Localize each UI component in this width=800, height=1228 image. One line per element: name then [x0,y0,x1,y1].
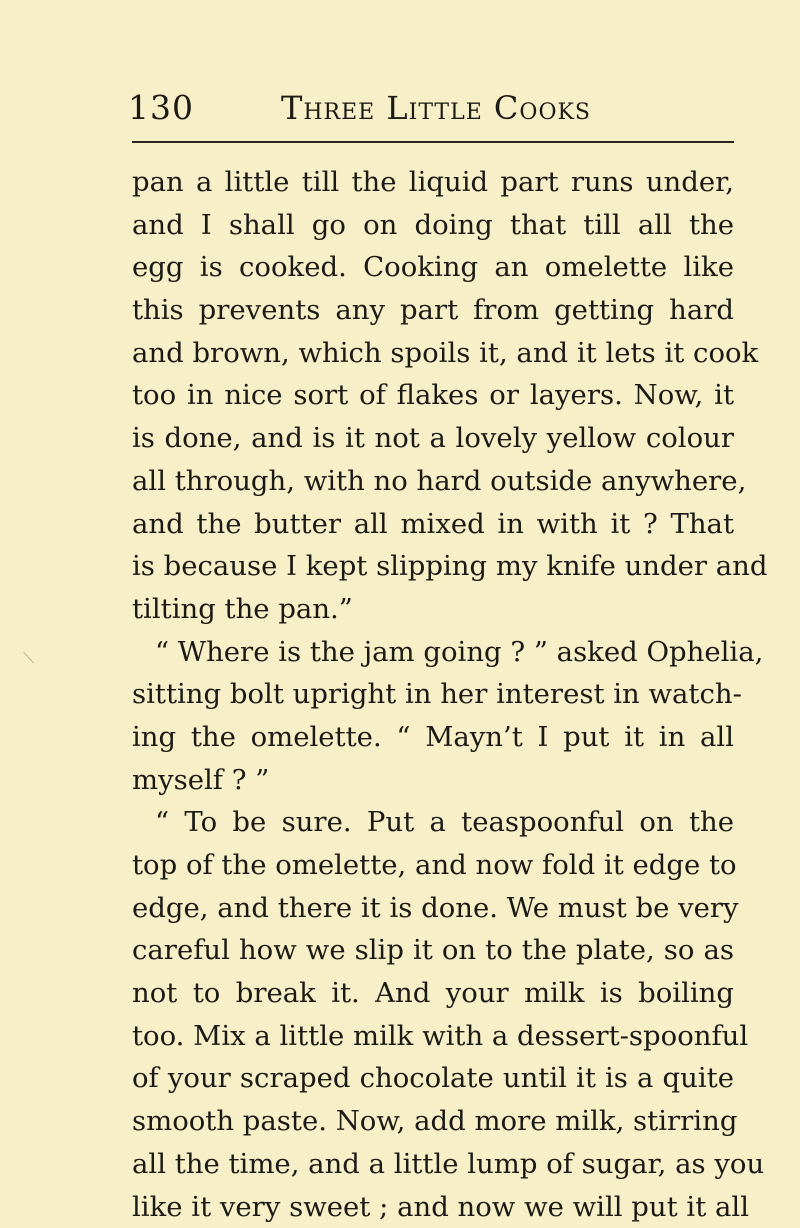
body-text [132,161,734,1228]
paper-speck [23,652,34,664]
text-line: too in nice sort of flakes or layers. Now, it [132,374,734,417]
text-line: not to break it. And your milk is boiling [132,972,734,1015]
text-line: “ To be sure. Put a teaspoonful on the [132,801,734,844]
text-line: egg is cooked. Cooking an omelette like [132,246,734,289]
text-line: top of the omelette, and now fold it edge to [132,844,734,887]
running-head: Three Little Cooks [281,88,591,128]
text-line: edge, and there it is done. We must be very [132,887,734,930]
text-line: myself ? ” [132,759,734,802]
text-line: is because I kept slipping my knife under and [132,545,734,588]
text-line: ing the omelette. “ Mayn’t I put it in all [132,716,734,759]
text-line: of your scraped chocolate until it is a quite [132,1057,734,1100]
page-number: 130 [128,88,194,128]
text-line: and the butter all mixed in with it ? That [132,503,734,546]
text-line: like it very sweet ; and now we will put it all [132,1186,734,1228]
text-line: and I shall go on doing that till all the [132,204,734,247]
text-line: sitting bolt upright in her interest in watch- [132,673,734,716]
header-rule [132,141,734,143]
page-header [128,88,738,128]
text-line: tilting the pan.” [132,588,734,631]
text-line: and brown, which spoils it, and it lets it cook [132,332,734,375]
text-line: this prevents any part from getting hard [132,289,734,332]
text-line: “ Where is the jam going ? ” asked Ophelia, [132,631,734,674]
text-line: too. Mix a little milk with a dessert-spoonful [132,1015,734,1058]
text-line: all through, with no hard outside anywhere, [132,460,734,503]
text-line: is done, and is it not a lovely yellow colour [132,417,734,460]
text-line: careful how we slip it on to the plate, so as [132,929,734,972]
text-line: all the time, and a little lump of sugar, as you [132,1143,734,1186]
text-line: pan a little till the liquid part runs under, [132,161,734,204]
text-line: smooth paste. Now, add more milk, stirring [132,1100,734,1143]
